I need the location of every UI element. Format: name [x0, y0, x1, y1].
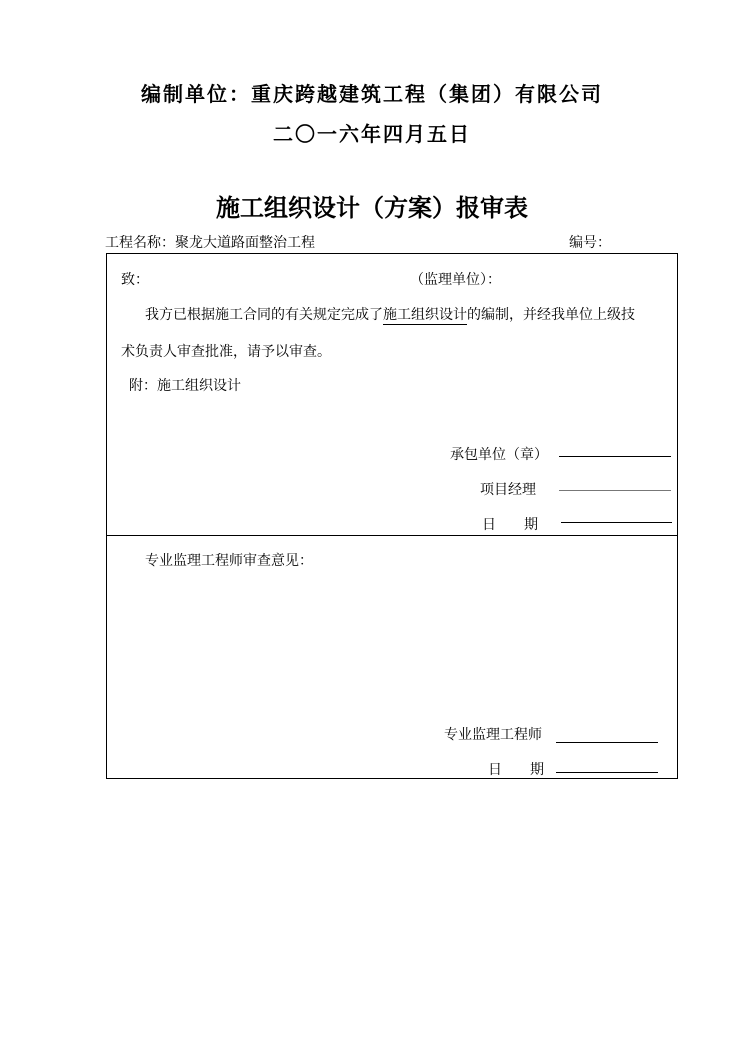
supervisor-opinion-label: 专业监理工程师审查意见：: [145, 553, 313, 569]
submission-text-line-1: [145, 304, 635, 324]
project-name: 工程名称：聚龙大道路面整治工程: [105, 235, 315, 251]
supervisor-date-line: [556, 772, 658, 773]
underlined-document-name: 施工组织设计: [383, 307, 467, 323]
submission-text-line-2: 术负责人审查批准，请予以审查。: [121, 344, 331, 360]
contractor-date-label: 日 期: [482, 517, 538, 533]
supervising-engineer-signature-line: [556, 742, 658, 743]
section-divider: [107, 535, 677, 536]
review-form-table: [106, 253, 678, 779]
contractor-signature-line: [559, 456, 671, 457]
body-text-prefix: 我方已根据施工合同的有关规定完成了: [145, 307, 383, 323]
attachment-label: 附：施工组织设计: [129, 378, 241, 394]
contractor-date-line: [561, 522, 672, 523]
supervisor-date-label: 日 期: [488, 762, 544, 778]
to-label: 致：: [121, 272, 149, 288]
project-manager-signature-line: [559, 490, 671, 491]
contractor-seal-label: 承包单位（章）: [450, 447, 548, 463]
project-manager-label: 项目经理: [480, 482, 536, 498]
body-text-suffix: 的编制，并经我单位上级技: [467, 307, 635, 323]
supervising-engineer-label: 专业监理工程师: [444, 727, 542, 743]
organization-line: 编制单位：重庆跨越建筑工程（集团）有限公司: [141, 82, 603, 106]
form-title: 施工组织设计（方案）报审表: [216, 194, 528, 222]
supervisor-unit-label: （监理单位）：: [410, 272, 501, 288]
form-number-label: 编号：: [569, 235, 611, 251]
document-date: 二〇一六年四月五日: [273, 122, 471, 146]
